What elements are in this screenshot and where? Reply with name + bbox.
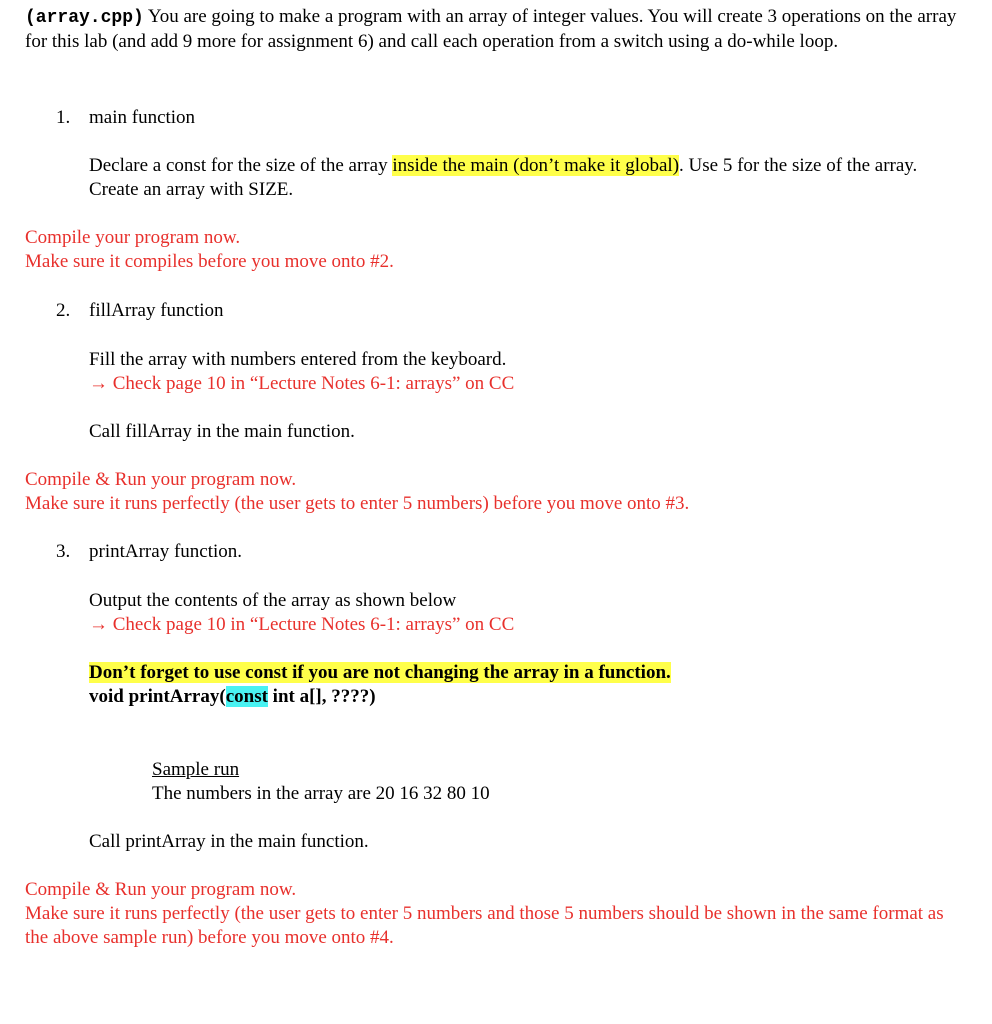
step-1-title: main function [89, 107, 196, 128]
step-3-body [25, 589, 970, 709]
step-3-title: printArray function. [89, 541, 243, 562]
step-1-body [25, 154, 970, 202]
step-3-signature [89, 685, 970, 709]
step-2 [25, 299, 970, 323]
signature-const-highlight: const [225, 686, 268, 707]
step-3-compile [25, 878, 970, 950]
step-2-line2: Call fillArray in the main function. [89, 421, 355, 442]
sample-run [25, 758, 970, 806]
step-2-number: 2. [56, 300, 71, 321]
intro-text: You are going to make a program with an array of integer values. You will create 3 operations on the array for this lab (and add 9 more for assignment 6) and call each operation from a switch using a do-while loop. [25, 6, 957, 52]
step-2-line1: Fill the array with numbers entered from the keyboard. [89, 349, 507, 370]
step-1-number: 1. [56, 107, 71, 128]
step-3-number: 3. [56, 541, 71, 562]
sample-run-output: The numbers in the array are 20 16 32 80 10 [152, 783, 490, 804]
sample-run-label: Sample run [152, 759, 240, 780]
step-1 [25, 106, 970, 130]
step-1-line2: Create an array with SIZE. [89, 179, 294, 200]
step-3-line2: Call printArray in the main function. [89, 831, 369, 852]
step-3-compile-1: Compile & Run your program now. [25, 879, 297, 900]
step-2-title: fillArray function [89, 300, 224, 321]
step-2-compile-2: Make sure it runs perfectly (the user gets to enter 5 numbers) before you move onto #3. [25, 493, 690, 514]
signature-b: int a[], ????) [267, 686, 376, 707]
step-1-compile-1: Compile your program now. [25, 227, 241, 248]
step-3-call [25, 830, 970, 854]
signature-a: void printArray( [89, 686, 226, 707]
step-3-warning-line [89, 661, 970, 685]
step-3 [25, 540, 970, 564]
intro-paragraph [25, 5, 970, 54]
step-3-line1: Output the contents of the array as shown below [89, 590, 457, 611]
step-3-warning: Don’t forget to use const if you are not changing the array in a function. [89, 662, 671, 683]
step-1-compile-2: Make sure it compiles before you move onto #2. [25, 251, 394, 272]
step-2-compile [25, 468, 970, 516]
step-2-reference: → Check page 10 in “Lecture Notes 6-1: arrays” on CC [89, 373, 515, 394]
step-2-compile-1: Compile & Run your program now. [25, 469, 297, 490]
step-1-line1-b: . Use 5 for the size of the array. [679, 155, 918, 176]
step-2-body [25, 348, 970, 444]
step-3-reference: → Check page 10 in “Lecture Notes 6-1: arrays” on CC [89, 614, 515, 635]
filename: (array.cpp) [25, 8, 144, 28]
step-1-line1-a: Declare a const for the size of the array [89, 155, 393, 176]
step-1-line1 [89, 154, 970, 178]
step-3-compile-2: Make sure it runs perfectly (the user gets to enter 5 numbers and those 5 numbers should be shown in the same format as the above sample run) before you move onto #4. [25, 903, 944, 948]
document-page [25, 5, 970, 950]
step-1-compile [25, 226, 970, 274]
step-1-highlight: inside the main (don’t make it global) [392, 155, 680, 176]
